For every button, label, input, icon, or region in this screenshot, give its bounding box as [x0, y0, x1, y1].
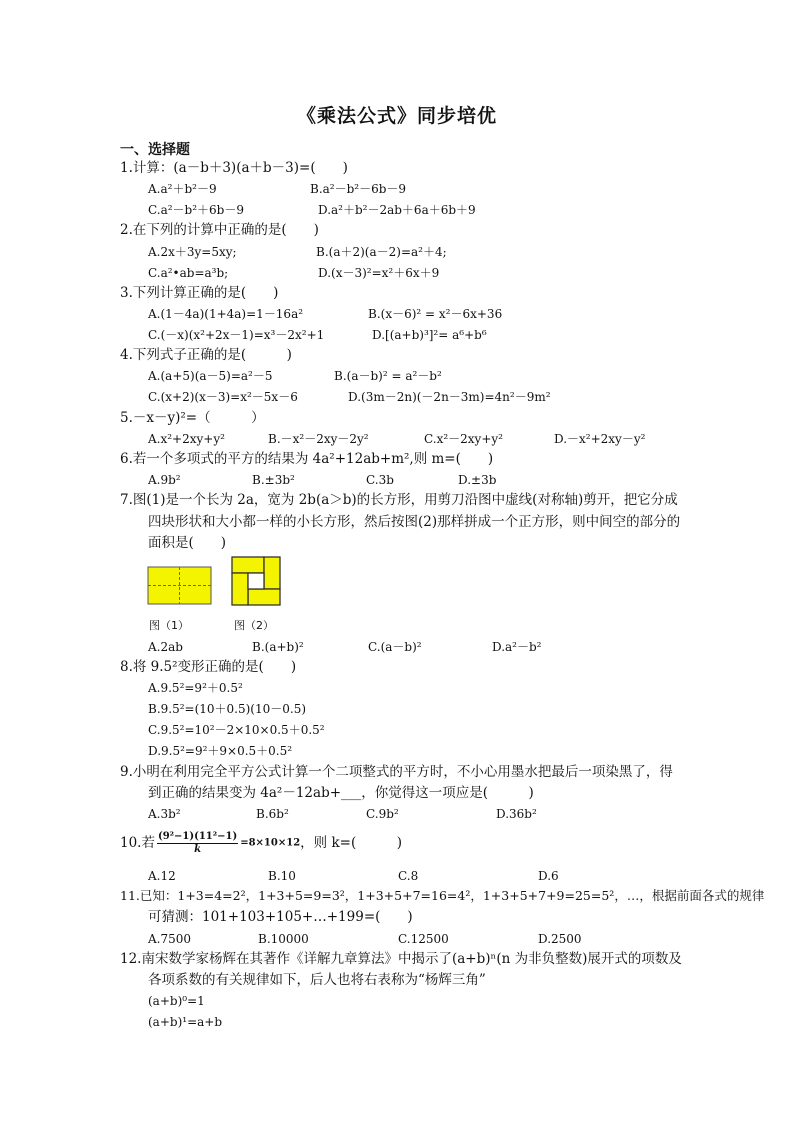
- question-12-stem-line-1: 12.南宋数学家杨辉在其著作《详解九章算法》中揭示了(a+b)ⁿ(n 为非负整数)展开式的项数及: [120, 951, 682, 967]
- question-1-option-b: B.a²－b²－6b－9: [310, 182, 407, 196]
- question-4-option-b: B.(a－b)² = a²－b²: [334, 369, 442, 383]
- figure-2-label: 图（2）: [234, 619, 274, 632]
- question-11-option-d: D.2500: [538, 932, 582, 946]
- question-10-option-b: B.10: [268, 869, 296, 883]
- question-6-option-a: A.9b²: [148, 473, 181, 487]
- question-1-stem: 1.计算：(a－b＋3)(a＋b－3)=( ): [120, 160, 348, 176]
- question-11-option-a: A.7500: [148, 932, 192, 946]
- question-8-option-a: A.9.5²=9²＋0.5²: [148, 681, 243, 695]
- question-2-stem: 2.在下列的计算中正确的是( ): [120, 222, 319, 238]
- question-7-option-b: B.(a+b)²: [252, 640, 304, 654]
- question-10-numerator: (9²−1)(11²−1): [157, 831, 238, 842]
- figure-2-piece-left: [232, 573, 248, 605]
- question-10-stem: [120, 830, 402, 857]
- question-6-option-b: B.±3b²: [252, 473, 295, 487]
- question-4-option-c: C.(x+2)(x－3)=x²－5x－6: [148, 390, 298, 404]
- question-4-option-a: A.(a+5)(a－5)=a²－5: [148, 369, 273, 383]
- question-1-option-c: C.a²－b²＋6b－9: [148, 203, 244, 217]
- question-6-option-d: D.±3b: [458, 473, 497, 487]
- question-10-fraction: [157, 831, 238, 856]
- question-9-option-a: A.3b²: [148, 807, 181, 821]
- question-10-option-a: A.12: [148, 869, 176, 883]
- question-10-option-c: C.8: [398, 869, 419, 883]
- figure-2-hollow-center: [248, 573, 264, 589]
- question-1-option-d: D.a²＋b²－2ab＋6a＋6b＋9: [318, 203, 476, 217]
- question-10-option-d: D.6: [538, 869, 559, 883]
- question-12-stem-line-2: 各项系数的有关规律如下，后人也将右表称为“杨辉三角”: [148, 972, 486, 988]
- question-9-stem-line-1: 9.小明在利用完全平方公式计算一个二项整式的平方时，不小心用墨水把最后一项染黑了，得: [120, 764, 673, 780]
- figure-1-label: 图（1）: [149, 619, 189, 632]
- question-10-suffix: ，则 k=( ): [300, 835, 402, 851]
- question-3-option-b: B.(x－6)² = x²－6x+36: [368, 307, 503, 321]
- question-7-option-a: A.2ab: [148, 640, 183, 654]
- question-2-option-b: B.(a＋2)(a－2)=a²＋4;: [316, 245, 447, 259]
- question-9-option-c: C.9b²: [366, 807, 399, 821]
- question-7-option-d: D.a²－b²: [492, 640, 542, 654]
- question-4-stem: 4.下列式子正确的是( ): [120, 347, 292, 363]
- question-9-stem-line-2: 到正确的结果变为 4a²－12ab+___，你觉得这一项应是( ): [148, 785, 534, 801]
- question-11-option-c: C.12500: [398, 932, 449, 946]
- question-11-option-b: B.10000: [258, 932, 309, 946]
- question-10-prefix: 10.若: [120, 835, 155, 851]
- question-6-option-c: C.3b: [366, 473, 394, 487]
- question-12-expansion-0: (a+b)⁰=1: [148, 994, 205, 1008]
- figure-2-piece-top: [232, 557, 264, 573]
- question-8-stem: 8.将 9.5²变形正确的是( ): [120, 659, 297, 675]
- question-11-stem-line-1: 11.已知：1+3=4=2²，1+3+5=9=3²，1+3+5+7=16=4²，1+3+5+7+9=25=5²，…，根据前面各式的规律: [120, 888, 765, 903]
- question-7-stem-line-3: 面积是( ): [148, 535, 227, 551]
- question-8-option-c: C.9.5²=10²－2×10×0.5＋0.5²: [148, 723, 325, 737]
- figure-2-piece-bottom: [248, 589, 280, 605]
- question-7-stem-line-1: 7.图(1)是一个长为 2a，宽为 2b(a＞b)的长方形，用剪刀沿图中虚线(对称轴)剪开，把它分成: [120, 492, 678, 508]
- question-8-option-d: D.9.5²=9²＋9×0.5＋0.5²: [148, 744, 293, 758]
- question-2-option-a: A.2x＋3y=5xy;: [148, 245, 237, 259]
- question-5-option-b: B.－x²－2xy－2y²: [268, 432, 369, 446]
- question-1-option-a: A.a²＋b²－9: [148, 182, 217, 196]
- question-10-denominator: k: [194, 844, 202, 855]
- section-heading: 一、选择题: [120, 142, 190, 158]
- document-title: 《乘法公式》同步培优: [296, 105, 497, 127]
- question-7-option-c: C.(a－b)²: [368, 640, 422, 654]
- question-10-rhs: =8×10×12: [240, 837, 301, 849]
- question-3-option-d: D.[(a+b)³]²= a⁶+b⁶: [372, 328, 487, 342]
- question-5-option-a: A.x²+2xy+y²: [148, 432, 225, 446]
- question-2-option-d: D.(x－3)²=x²＋6x＋9: [318, 266, 440, 280]
- question-4-option-d: D.(3m－2n)(－2n－3m)=4n²－9m²: [348, 390, 551, 404]
- question-9-option-b: B.6b²: [256, 807, 289, 821]
- question-5-stem: 5.－x－y)²=（ ）: [120, 410, 265, 426]
- question-9-option-d: D.36b²: [496, 807, 537, 821]
- question-2-option-c: C.a²•ab=a³b;: [148, 266, 229, 280]
- question-5-option-c: C.x²－2xy+y²: [424, 432, 503, 446]
- question-3-option-a: A.(1－4a)(1+4a)=1－16a²: [148, 307, 304, 321]
- question-7-stem-line-2: 四块形状和大小都一样的小长方形，然后按图(2)那样拼成一个正方形，则中间空的部分的: [148, 514, 681, 530]
- figure-1-rectangle: [147, 566, 213, 606]
- question-12-expansion-1: (a+b)¹=a+b: [148, 1015, 223, 1029]
- question-3-option-c: C.(－x)(x²+2x－1)=x³－2x²+1: [148, 328, 325, 342]
- question-8-option-b: B.9.5²=(10＋0.5)(10－0.5): [148, 702, 307, 716]
- question-11-stem-line-2: 可猜测：101+103+105+…+199=( ): [148, 909, 413, 925]
- figure-2-piece-right: [264, 557, 280, 589]
- question-5-option-d: D.－x²+2xy－y²: [554, 432, 646, 446]
- question-3-stem: 3.下列计算正确的是( ): [120, 285, 279, 301]
- figure-2-square: [231, 556, 281, 606]
- question-6-stem: 6.若一个多项式的平方的结果为 4a²+12ab+m²,则 m=( ): [120, 451, 494, 467]
